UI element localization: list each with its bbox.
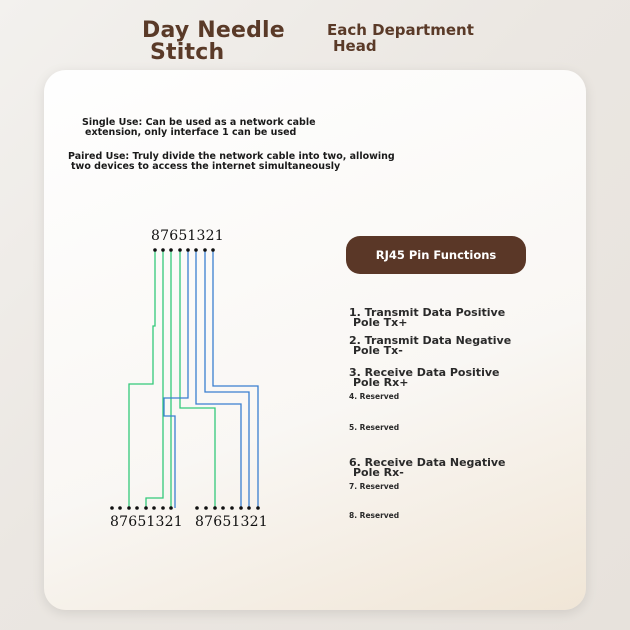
- bottom-left-pin-dot-6: [152, 506, 156, 510]
- top-pin-dot-6: [194, 248, 198, 252]
- pin-function-1-line2: Pole Tx+: [353, 316, 408, 329]
- bottom-right-pin-dot-8: [256, 506, 260, 510]
- pin-function-5: 5. Reserved: [349, 423, 400, 432]
- bottom-right-pin-dot-2: [204, 506, 208, 510]
- single-use-line1: Single Use: Can be used as a network cable: [82, 117, 316, 128]
- wire-7: [205, 250, 249, 508]
- pin-function-3-line2: Pole Rx+: [353, 376, 409, 389]
- wire-8: [213, 250, 258, 508]
- pin-function-2-line1: 2. Transmit Data Negative: [349, 334, 512, 347]
- bottom-right-pin-dot-7: [247, 506, 251, 510]
- pin-function-6-line1: 6. Receive Data Negative: [349, 456, 506, 469]
- bottom-right-pin-dot-4: [221, 506, 225, 510]
- bottom-left-pin-dot-7: [161, 506, 165, 510]
- wire-6: [196, 250, 241, 508]
- bottom-left-pin-dot-2: [118, 506, 122, 510]
- top-pin-dot-5: [186, 248, 190, 252]
- title-left-line2: Stitch: [150, 40, 225, 65]
- pin-function-3: [349, 368, 519, 388]
- pin-function-4: 4. Reserved: [349, 392, 400, 401]
- paired-use-line2: two devices to access the internet simultaneously: [71, 160, 341, 172]
- title-right-line2: Head: [333, 37, 377, 55]
- bottom-left-pin-dot-4: [135, 506, 139, 510]
- wire-1: [129, 250, 155, 508]
- pin-dots-group: [110, 248, 260, 510]
- top-pin-dot-8: [211, 248, 215, 252]
- wires-group: [129, 250, 258, 508]
- bottom-right-pin-dot-6: [239, 506, 243, 510]
- bottom-right-pin-dot-3: [213, 506, 217, 510]
- pin-function-3-line1: 3. Receive Data Positive: [349, 366, 500, 379]
- pin-function-1: [349, 308, 519, 328]
- wire-5: [164, 250, 188, 508]
- title-right-line1: Each Department: [327, 21, 474, 39]
- bottom-left-pin-dot-3: [127, 506, 131, 510]
- top-pin-dot-3: [169, 248, 173, 252]
- bottom-left-pin-dot-1: [110, 506, 114, 510]
- single-use-line2: extension, only interface 1 can be used: [85, 126, 297, 138]
- top-pin-dot-1: [153, 248, 157, 252]
- bottom-left-pin-dot-8: [169, 506, 173, 510]
- paired-use-line1: Paired Use: Truly divide the network cable into two, allowing: [68, 151, 395, 162]
- bottom-right-pin-numbers: 87651321: [195, 514, 268, 530]
- top-pin-numbers: 87651321: [151, 228, 224, 244]
- pin-function-1-line1: 1. Transmit Data Positive: [349, 306, 506, 319]
- top-pin-dot-4: [178, 248, 182, 252]
- pin-function-6-line2: Pole Rx-: [353, 466, 404, 479]
- wire-4: [180, 250, 215, 508]
- bottom-right-pin-dot-5: [230, 506, 234, 510]
- top-pin-dot-2: [161, 248, 165, 252]
- bottom-left-pin-numbers: 87651321: [110, 514, 183, 530]
- bottom-left-pin-dot-5: [144, 506, 148, 510]
- pin-function-8: 8. Reserved: [349, 511, 400, 520]
- pin-function-2-line2: Pole Tx-: [353, 344, 403, 357]
- pin-function-7: 7. Reserved: [349, 482, 400, 491]
- pin-function-6: [349, 458, 519, 478]
- bottom-right-pin-dot-1: [195, 506, 199, 510]
- top-pin-dot-7: [203, 248, 207, 252]
- pin-function-2: [349, 336, 519, 356]
- title-left-line1: Day Needle: [142, 18, 285, 43]
- rj45-pin-functions-button: RJ45 Pin Functions: [346, 236, 526, 274]
